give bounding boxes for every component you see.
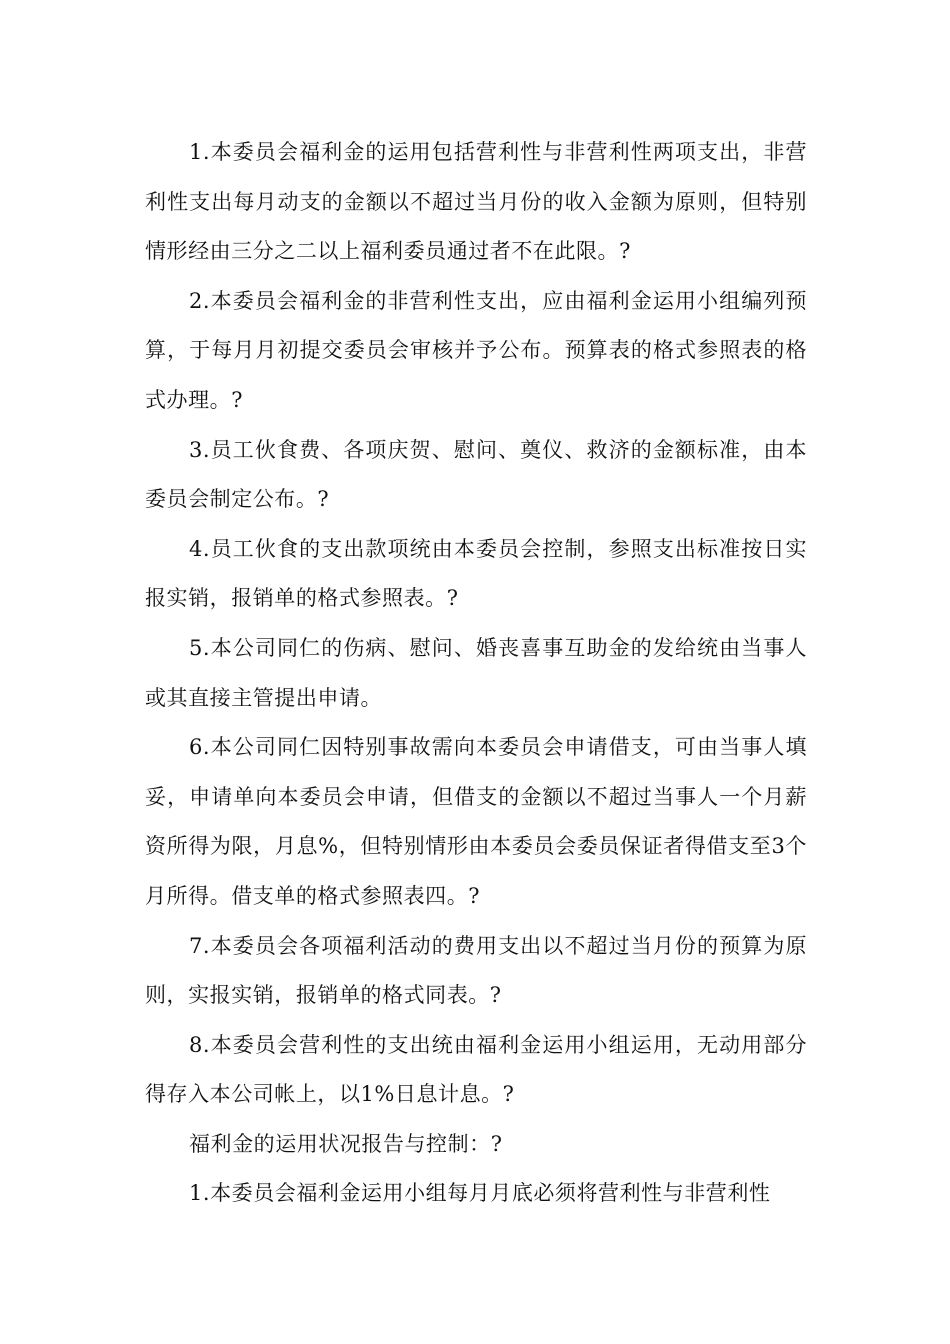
paragraph-9: 1.本委员会福利金运用小组每月月底必须将营利性与非营利性	[189, 1181, 771, 1206]
paragraph-6: 6.本公司同仁因特别事故需向本委员会申请借支，可由当事人填妥，申请单向本委员会申请，但借支的金额以不超过当事人一个月薪资所得为限，月息%，但特别情形由本委员会委员保证者得借支至3个月所得。借支单的格式参照表四。?	[145, 735, 807, 908]
document-body	[145, 128, 807, 1219]
paragraph-2: 2.本委员会福利金的非营利性支出，应由福利金运用小组编列预算，于每月月初提交委员会审核并予公布。预算表的格式参照表的格式办理。?	[145, 288, 807, 412]
section-heading: 福利金的运用状况报告与控制：?	[189, 1131, 503, 1156]
paragraph-4: 4.员工伙食的支出款项统由本委员会控制，参照支出标准按日实报实销，报销单的格式参照表。?	[145, 536, 807, 611]
paragraph-7: 7.本委员会各项福利活动的费用支出以不超过当月份的预算为原则，实报实销，报销单的格式同表。?	[145, 933, 807, 1008]
paragraph-1: 1.本委员会福利金的运用包括营利性与非营利性两项支出，非营利性支出每月动支的金额以不超过当月份的收入金额为原则，但特别情形经由三分之二以上福利委员通过者不在此限。?	[145, 140, 807, 264]
paragraph-5: 5.本公司同仁的伤病、慰问、婚丧喜事互助金的发给统由当事人或其直接主管提出申请。	[145, 635, 807, 710]
paragraph-3: 3.员工伙食费、各项庆贺、慰问、奠仪、救济的金额标准，由本委员会制定公布。?	[145, 437, 807, 512]
paragraph-8: 8.本委员会营利性的支出统由福利金运用小组运用，无动用部分得存入本公司帐上，以1%日息计息。?	[145, 1032, 807, 1107]
